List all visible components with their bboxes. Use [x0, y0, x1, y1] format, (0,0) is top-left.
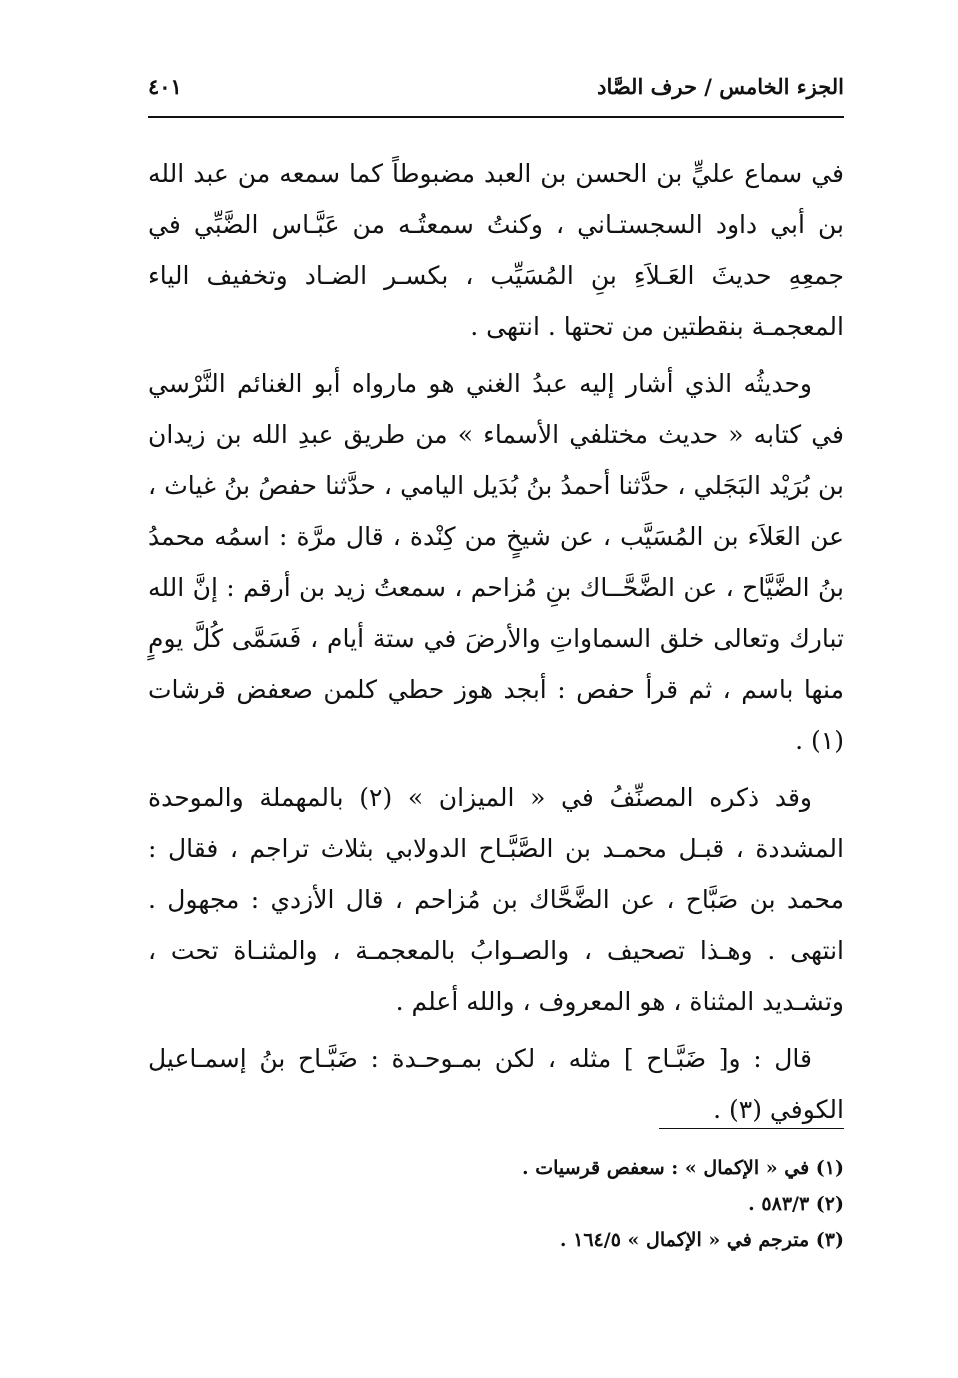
footnotes: [148, 1150, 844, 1258]
footnote-separator: [659, 1128, 844, 1129]
book-page: [148, 60, 844, 1251]
footnote-1: (١) في « الإكمال » : سعفص قرسيات .: [521, 1157, 844, 1179]
paragraph-1: في سماع عليٍّ بن الحسن بن العبد مضبوطاً كما سمعه من عبد الله بن أبي داود السجستـاني ، وكنتُ سمعتُـه من عَبَّـاس الضَّبِّي في جمعِهِ حديثَ العَـلاَءِ بنِ المُسَيِّب ، بكسـر الضـاد وتخفيف الياء المعجمـة بنقطتين من تحتها . انتهى .: [148, 159, 844, 341]
main-text: [148, 148, 844, 1141]
footnote-2: (٢) ٥٨٣/٣ .: [748, 1193, 844, 1215]
header-rule: [148, 116, 844, 118]
footnote-3: (٣) مترجم في « الإكمال » ١٦٤/٥ .: [559, 1229, 844, 1251]
running-title: الجزء الخامس / حرف الصَّاد: [597, 74, 844, 99]
paragraph-2: وحديثُه الذي أشار إليه عبدُ الغني هو مارواه أبو الغنائم النَّرْسي في كتابه « حديث مختلفي الأسماء » من طريق عبدِ الله بن زيدان بن بُرَيْد البَجَلي ، حدَّثنا أحمدُ بنُ بُدَيل اليامي ، حدَّثنا حفصُ بنُ غياث ، عن العَلاَء بن المُسَيَّب ، عن شيخٍ من كِنْدة ، قال مرَّة : اسمُه محمدُ بنُ الضَّيَّاح ، عن الضَّحَّــاك بنِ مُزاحم ، سمعتُ زيد بن أرقم : إنَّ الله تبارك وتعالى خلق السماواتِ والأرضَ في ستة أيام ، فَسَمَّى كُلَّ يومٍ منها باسم ، ثم قرأ حفص : أبجد هوز حطي كلمن صعفض قرشات (١) .: [148, 369, 844, 755]
page-number: ٤٠١: [148, 74, 182, 99]
page-header: [148, 60, 844, 112]
paragraph-3: وقد ذكره المصنِّفُ في « الميزان » (٢) بالمهملة والموحدة المشددة ، قبـل محمـد بن الصَّبَّـاح الدولابي بثلاث تراجم ، فقال : محمد بن صَبَّاح ، عن الضَّحَّاك بن مُزاحم ، قال الأزدي : مجهول . انتهى . وهـذا تصحيف ، والصـوابُ بالمعجمـة ، والمثنـاة تحت ، وتشـديد المثناة ، هو المعروف ، والله أعلم .: [148, 783, 844, 1016]
paragraph-4: قال : و[ ضَبَّـاح ] مثله ، لكن بمـوحـدة : ضَبَّـاح بنُ إسمـاعيل الكوفي (٣) .: [148, 1044, 844, 1124]
